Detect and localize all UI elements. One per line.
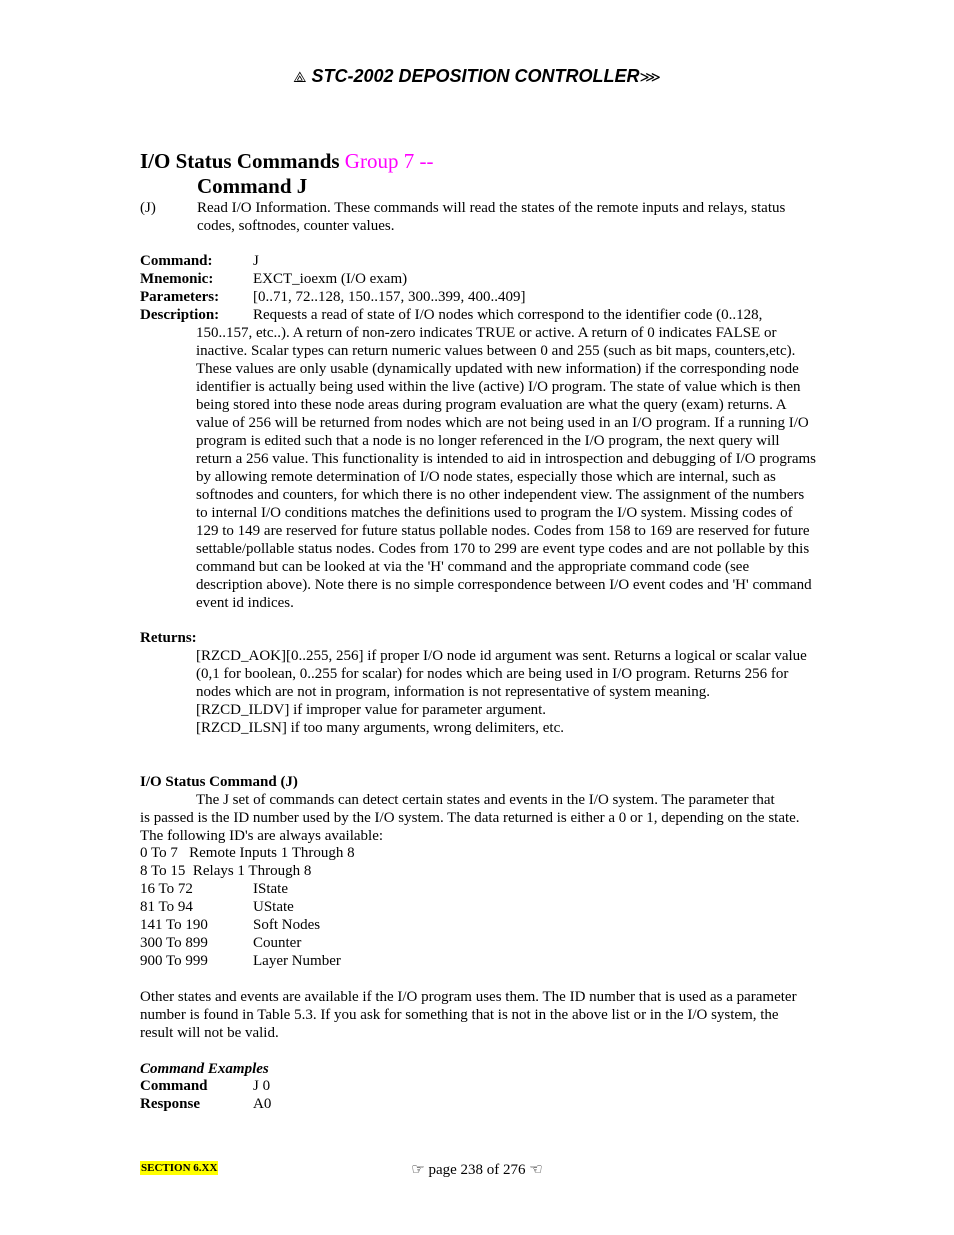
id-range-row [140,916,320,934]
id-label: Layer Number [253,953,341,969]
example-value: A0 [253,1096,272,1112]
id-range: 900 To 999 [140,953,208,969]
heading-group: Group 7 -- [344,149,434,173]
id-range-row [140,862,311,880]
field-description [140,306,762,324]
section-badge: SECTION 6.XX [141,1162,218,1174]
intro-tag: (J) [140,200,156,216]
id-range-row [140,844,355,862]
example-row [140,1095,271,1113]
pen-icon-right: ⋙ [639,69,661,86]
id-range: 8 To 15 [140,863,186,879]
id-label: Remote Inputs 1 Through 8 [189,845,355,861]
pointing-right-icon: ☞ [411,1162,425,1178]
id-range-row [140,898,294,916]
id-range: 81 To 94 [140,899,193,915]
status-command-lead: The J set of commands can detect certain states and events in the I/O system. The parameter that [196,792,775,808]
id-label: IState [253,881,288,897]
id-range-row [140,952,341,970]
id-label: Counter [253,935,302,951]
pointing-left-icon: ☜ [529,1162,543,1178]
example-row [140,1077,270,1095]
id-label: Relays 1 Through 8 [192,863,312,879]
id-range: 141 To 190 [140,917,208,933]
field-key: Description: [140,307,220,323]
intro-text: Read I/O Information. These commands will read the states of the remote inputs and relays, status codes, softnodes, counter values. [197,200,786,234]
id-range: 0 To 7 [140,845,178,861]
example-key: Response [140,1096,201,1112]
field-mnemonic [140,270,407,288]
examples-title: Command Examples [140,1061,269,1077]
header-title: STC-2002 DEPOSITION CONTROLLER [311,66,640,86]
field-value: Requests a read of state of I/O nodes which correspond to the identifier code (0..128, [253,307,763,323]
field-command [140,252,259,270]
returns-ildv: [RZCD_ILDV] if improper value for parameter argument. [196,702,547,718]
field-value: [0..71, 72..128, 150..157, 300..399, 400..409] [253,289,526,305]
heading-title: I/O Status Commands [140,149,340,173]
page-header [0,66,954,87]
returns-aok: [RZCD_AOK][0..255, 256] if proper I/O node id argument was sent. Returns a logical or scalar value (0,1 for boolean, 0..255 for scalar) for nodes which are being used in I/O program. Returns 256 for nodes which are not in program, information is not representative of system meaning. [196,648,807,700]
field-parameters [140,288,526,306]
returns-ilsn: [RZCD_ILSN] if too many arguments, wrong delimiters, etc. [196,720,564,736]
status-command-cont: is passed is the ID number used by the I/O system. The data returned is either a 0 or 1, depending on the state. The following ID's are always available: [140,810,800,844]
id-label: Soft Nodes [253,917,321,933]
page-footer [0,1160,954,1179]
pen-icon: ⟁ [293,69,307,86]
heading-subtitle: Command J [197,174,308,198]
field-value: EXCT_ioexm (I/O exam) [253,271,408,287]
example-key: Command [140,1078,208,1094]
status-command-title: I/O Status Command (J) [140,774,298,790]
field-key: Parameters: [140,289,220,305]
description-text: 150..157, etc..). A return of non-zero indicates TRUE or active. A return of 0 indicates FALSE or inactive. Scalar types can return numeric values between 0 and 255 (such as bit maps, counters,etc). These values are only usable (dynamically updated with new information) if the corresponding node identifier is actually being used within the live (active) I/O program. The state of value which is then being stored into these node areas during program evaluation are what the query (exam) returns. A value of 256 will be returned from nodes which are not being used in an I/O program. If a running I/O program is edited such that a node is no longer referenced in the I/O program, the next query will return a 256 value. This functionality is intended to aid in introspection and debugging of I/O programs by allowing remote determination of I/O node states, especially those which are internal, such as softnodes and counters, for which there is no other independent view. The assignment of the numbers to internal I/O conditions matches the definitions used to program the I/O system. Missing codes of 129 to 149 are reserved for future status pollable nodes. Codes from 158 to 169 are reserved for future settable/pollable status nodes. Codes from 170 to 299 are event type codes and are not pollable by this command but can be looked at via the 'H' command and the appropriate command code (see description above). Note there is no simple correspondence between I/O event codes and 'H' command event id indices. [196,325,817,611]
returns-label: Returns: [140,630,197,646]
id-range: 16 To 72 [140,881,193,897]
example-value: J 0 [253,1078,271,1094]
field-key: Mnemonic: [140,271,214,287]
page-number: page 238 of 276 [428,1162,526,1178]
id-range: 300 To 899 [140,935,208,951]
field-value: J [253,253,259,269]
id-range-row [140,880,288,898]
status-command-note: Other states and events are available if the I/O program uses them. The ID number that is used as a parameter number is found in Table 5.3. If you ask for something that is not in the above list or in the I/O system, the result will not be valid. [140,989,797,1041]
id-label: UState [253,899,294,915]
id-range-row [140,934,301,952]
section-heading [140,149,433,174]
field-key: Command: [140,253,213,269]
